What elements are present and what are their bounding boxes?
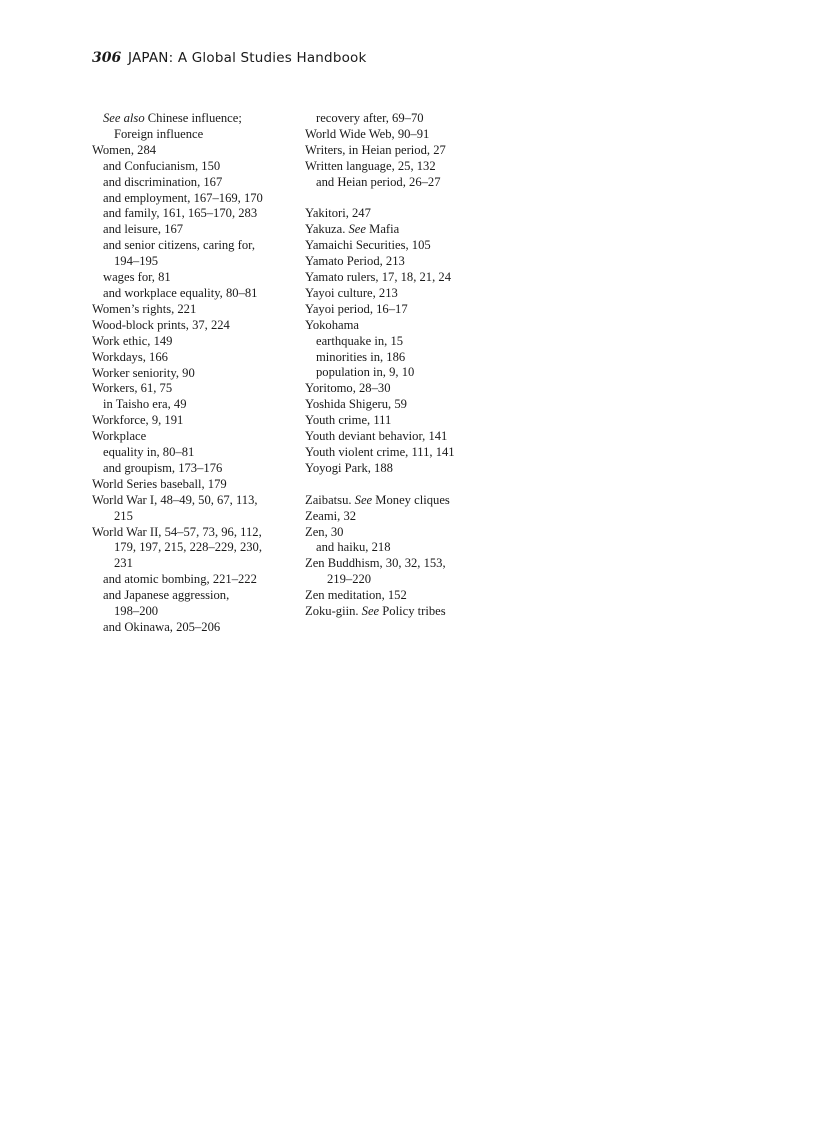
index-entry <box>92 143 288 159</box>
index-subentry <box>92 461 288 477</box>
index-entry-text: Yamato rulers, 17, 18, 21, 24 <box>305 270 451 285</box>
index-entry <box>305 127 495 143</box>
index-entry <box>92 334 288 350</box>
index-entry <box>305 429 495 445</box>
index-entry-text: and leisure, 167 <box>103 222 184 237</box>
index-entry-text: Yayoi period, 16–17 <box>305 301 408 316</box>
index-entry <box>305 254 495 270</box>
index-entry-text: World War I, 48–49, 50, 67, 113, <box>92 492 258 507</box>
index-entry-text: Youth violent crime, 111, 141 <box>305 445 455 460</box>
index-entry <box>92 350 288 366</box>
index-entry <box>305 461 495 477</box>
index-entry <box>305 588 495 604</box>
index-subentry <box>92 111 288 127</box>
index-entry <box>305 509 495 525</box>
index-entry-text: Zoku-giin. <box>305 604 362 619</box>
index-entry-text: Yamaichi Securities, 105 <box>305 238 431 253</box>
index-subentry <box>92 445 288 461</box>
index-entry <box>92 318 288 334</box>
index-entry-text: and family, 161, 165–170, 283 <box>103 206 258 221</box>
index-subentry <box>92 206 288 222</box>
index-subentry <box>92 556 288 572</box>
index-entry-text: World Series baseball, 179 <box>92 476 227 491</box>
index-entry-text: Workforce, 9, 191 <box>92 413 184 428</box>
index-entry-text: minorities in, 186 <box>316 349 406 364</box>
index-subentry <box>92 620 288 636</box>
running-header <box>92 49 367 69</box>
index-entry <box>305 445 495 461</box>
index-entry-text: Yoshida Shigeru, 59 <box>305 397 407 412</box>
index-entry-text: and groupism, 173–176 <box>103 460 223 475</box>
index-entry <box>305 525 495 541</box>
index-entry <box>92 366 288 382</box>
running-title: JAPAN: A Global Studies Handbook <box>128 50 367 66</box>
index-entry-text: and haiku, 218 <box>316 540 391 555</box>
index-entry <box>305 159 495 175</box>
index-subentry <box>92 238 288 254</box>
index-entry-text: in Taisho era, 49 <box>103 397 187 412</box>
index-column-left <box>92 111 288 636</box>
index-entry-text: Women’s rights, 221 <box>92 301 197 316</box>
index-entry-text: 215 <box>114 508 133 523</box>
index-entry-text: Yakuza. <box>305 222 349 237</box>
index-subentry <box>305 334 495 350</box>
index-subentry <box>305 350 495 366</box>
page-number: 306 <box>92 50 122 66</box>
index-entry-text: earthquake in, 15 <box>316 333 404 348</box>
index-entry-text: recovery after, 69–70 <box>316 111 424 125</box>
index-entry-text: population in, 9, 10 <box>316 365 415 380</box>
index-entry-text: and senior citizens, caring for, <box>103 238 255 253</box>
index-entry <box>305 302 495 318</box>
index-entry-text: World Wide Web, 90–91 <box>305 126 430 141</box>
index-entry-text: Zen meditation, 152 <box>305 588 407 603</box>
index-entry-text: Writers, in Heian period, 27 <box>305 142 446 157</box>
index-subentry <box>305 365 495 381</box>
index-subentry <box>305 540 495 556</box>
see-also-label: See also <box>103 111 145 125</box>
index-entry-text: Chinese influence; <box>144 111 242 125</box>
index-entry-text: 198–200 <box>114 604 159 619</box>
cross-reference-target: Mafia <box>365 222 400 237</box>
index-subentry <box>92 222 288 238</box>
index-entry-text: Zen, 30 <box>305 524 344 539</box>
index-subentry <box>92 604 288 620</box>
index-entry <box>305 413 495 429</box>
index-entry <box>305 397 495 413</box>
index-subentry <box>305 111 495 127</box>
index-entry-text: Yakitori, 247 <box>305 206 371 221</box>
index-entry-text: World War II, 54–57, 73, 96, 112, <box>92 524 262 539</box>
index-entry-text: Yoyogi Park, 188 <box>305 460 393 475</box>
index-entry-text: 194–195 <box>114 254 159 269</box>
index-entry <box>92 413 288 429</box>
index-entry <box>305 143 495 159</box>
index-entry-text: Worker seniority, 90 <box>92 365 195 380</box>
index-entry-text: 179, 197, 215, 228–229, 230, <box>114 540 262 555</box>
index-subentry <box>92 254 288 270</box>
index-entry-text: Written language, 25, 132 <box>305 158 436 173</box>
index-entry <box>92 477 288 493</box>
index-column-right <box>305 111 495 620</box>
index-entry <box>305 318 495 334</box>
index-subentry <box>92 175 288 191</box>
index-subentry <box>92 540 288 556</box>
index-entry-text: Zaibatsu. <box>305 492 355 507</box>
index-entry-text: and Okinawa, 205–206 <box>103 620 221 634</box>
index-entry-text: Yokohama <box>305 317 359 332</box>
index-entry-text: Youth deviant behavior, 141 <box>305 429 448 444</box>
cross-reference-target: Money cliques <box>372 492 450 507</box>
index-entry-text: and atomic bombing, 221–222 <box>103 572 257 587</box>
index-entry <box>305 222 495 238</box>
index-entry <box>92 429 288 445</box>
index-entry-text: 219–220 <box>327 572 372 587</box>
index-entry <box>305 238 495 254</box>
index-subentry <box>92 286 288 302</box>
index-entry-text: and employment, 167–169, 170 <box>103 190 263 205</box>
index-entry-text: Zeami, 32 <box>305 508 357 523</box>
see-label: See <box>361 604 380 619</box>
index-entry-text: Yamato Period, 213 <box>305 254 405 269</box>
index-subentry <box>305 572 495 588</box>
index-entry-text: Women, 284 <box>92 142 157 157</box>
index-entry <box>305 556 495 572</box>
index-entry-text: and workplace equality, 80–81 <box>103 285 258 300</box>
index-entry-text: equality in, 80–81 <box>103 445 195 460</box>
index-entry-text: and discrimination, 167 <box>103 174 223 189</box>
index-entry-text: Zen Buddhism, 30, 32, 153, <box>305 556 446 571</box>
index-entry <box>92 381 288 397</box>
index-entry-text: 231 <box>114 556 133 571</box>
index-entry <box>305 286 495 302</box>
index-letter-gap <box>305 191 495 207</box>
index-entry-text: Youth crime, 111 <box>305 413 392 428</box>
index-entry <box>92 493 288 509</box>
index-entry-text: and Japanese aggression, <box>103 588 230 603</box>
index-entry <box>305 381 495 397</box>
see-label: See <box>354 492 373 507</box>
index-entry <box>305 604 495 620</box>
index-subentry <box>92 397 288 413</box>
index-subentry <box>92 270 288 286</box>
index-subentry <box>92 127 288 143</box>
index-entry-text: and Confucianism, 150 <box>103 158 221 173</box>
index-subentry <box>92 588 288 604</box>
index-entry-text: wages for, 81 <box>103 270 171 285</box>
index-entry-text: Workplace <box>92 429 147 444</box>
index-subentry <box>92 191 288 207</box>
cross-reference-target: Policy tribes <box>379 604 446 619</box>
index-letter-gap <box>305 477 495 493</box>
index-entry-text: and Heian period, 26–27 <box>316 174 441 189</box>
index-entry-text: Work ethic, 149 <box>92 333 173 348</box>
index-entry-text: Foreign influence <box>114 126 204 141</box>
index-entry-text: Workers, 61, 75 <box>92 381 173 396</box>
index-entry-text: Yayoi culture, 213 <box>305 285 398 300</box>
index-entry <box>92 525 288 541</box>
index-entry <box>92 302 288 318</box>
index-entry-text: Yoritomo, 28–30 <box>305 381 391 396</box>
index-subentry <box>92 159 288 175</box>
index-entry <box>305 270 495 286</box>
index-entry <box>305 493 495 509</box>
index-subentry <box>92 572 288 588</box>
index-subentry <box>305 175 495 191</box>
index-entry <box>305 206 495 222</box>
see-label: See <box>348 222 366 237</box>
index-subentry <box>92 509 288 525</box>
index-entry-text: Wood-block prints, 37, 224 <box>92 317 230 332</box>
index-entry-text: Workdays, 166 <box>92 349 168 364</box>
